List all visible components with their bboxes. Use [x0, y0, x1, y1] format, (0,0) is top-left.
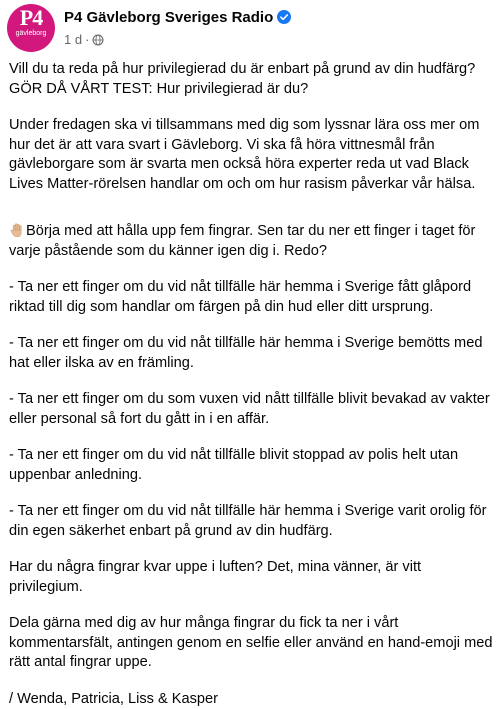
post-body: [9, 60, 493, 709]
page-avatar[interactable]: [7, 4, 55, 52]
post-description: Under fredagen ska vi tillsammans med dig som lyssnar lära oss mer om hur det är att vara svart i Gävleborg. Vi ska få höra vittnesmål från gävleborgare som är svarta men också höra experter reda ut vad Black Lives Matter-rörelsen handlar om och om hur rasism påverkar vår hälsa.: [9, 116, 493, 194]
meta-separator: ·: [85, 32, 89, 47]
statement-4: - Ta ner ett finger om du vid nåt tillfälle blivit stoppad av polis helt utan uppenbar anledning.: [9, 446, 493, 485]
statement-5: - Ta ner ett finger om du vid nåt tillfälle här hemma i Sverige varit orolig för din egen säkerhet enbart på grund av din hudfärg.: [9, 502, 493, 541]
p4-logo: P4: [7, 7, 55, 29]
statement-2: - Ta ner ett finger om du vid nåt tillfälle här hemma i Sverige bemötts med hat eller ilska av en främling.: [9, 334, 493, 373]
post-question: Har du några fingrar kvar uppe i luften? Det, mina vänner, är vitt privilegium.: [9, 558, 493, 597]
statement-3: - Ta ner ett finger om du som vuxen vid nått tillfälle blivit bevakad av vakter eller personal så fort du gått in i en affär.: [9, 390, 493, 429]
p4-logo-sub: gävleborg: [7, 30, 55, 38]
post-intro: Vill du ta reda på hur privilegierad du är enbart på grund av din hudfärg? GÖR DÅ VÅRT TEST: Hur privilegierad är du?: [9, 60, 493, 99]
post-meta: [64, 31, 104, 49]
post-call-to-action: Dela gärna med dig av hur många fingrar du fick ta ner i vårt kommentarsfält, antingen genom en selfie eller använd en hand-emoji med rätt antal fingrar uppe.: [9, 614, 493, 673]
post-instruction: [9, 222, 493, 261]
page-name-text[interactable]: P4 Gävleborg Sveriges Radio: [64, 9, 273, 26]
statement-1: - Ta ner ett finger om du vid nåt tillfälle här hemma i Sverige fått glåpord riktad till dig som handlar om färgen på din hud eller ditt ursprung.: [9, 278, 493, 317]
page-name[interactable]: [64, 8, 291, 28]
globe-icon[interactable]: [92, 34, 104, 46]
post-time[interactable]: 1 d: [64, 32, 82, 47]
post-header: [7, 4, 493, 56]
post-signature: / Wenda, Patricia, Liss & Kasper: [9, 690, 493, 709]
raised-hand-icon: [9, 222, 25, 238]
instruction-text: Börja med att hålla upp fem fingrar. Sen tar du ner ett finger i taget för varje påstående som du känner igen dig i. Redo?: [9, 223, 475, 259]
verified-badge-icon: [277, 10, 291, 24]
